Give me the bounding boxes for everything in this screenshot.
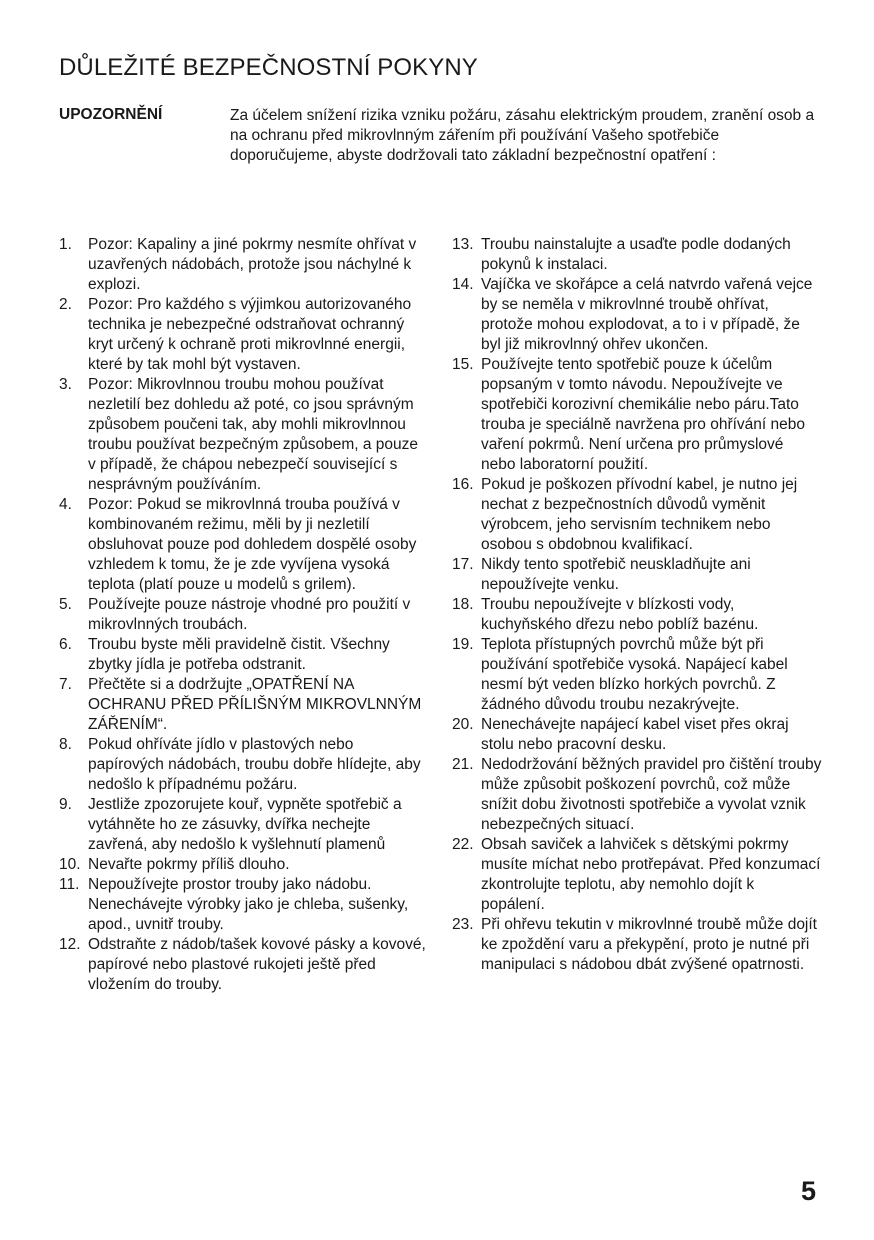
item-number: 18.	[452, 596, 474, 613]
item-number: 13.	[452, 236, 474, 253]
item-number: 20.	[452, 716, 474, 733]
list-item	[59, 675, 429, 735]
item-text: Jestliže zpozorujete kouř, vypněte spotřebič a vytáhněte ho ze zásuvky, dvířka nechejte zavřená, aby nedošlo k vyšlehnutí plamenů	[88, 796, 402, 853]
item-number: 21.	[452, 756, 474, 773]
item-number: 22.	[452, 836, 474, 853]
list-item	[59, 855, 429, 875]
list-item	[59, 935, 429, 995]
page-number: 5	[800, 1176, 816, 1206]
item-text: Pozor: Mikrovlnnou troubu mohou používat nezletilí bez dohledu až poté, co jsou správným způsobem poučeni tak, aby mohli mikrovlnnou troubu používat bezpečným způsobem, a pouze v případě, že chápou nebezpečí související s nesprávným používáním.	[88, 376, 419, 493]
item-text: Nikdy tento spotřebič neuskladňujte ani nepoužívejte venku.	[481, 556, 751, 593]
item-number: 2.	[59, 296, 72, 313]
item-number: 3.	[59, 376, 72, 393]
item-number: 23.	[452, 916, 474, 933]
item-number: 4.	[59, 496, 72, 513]
safety-list-right	[452, 235, 822, 975]
item-text: Používejte pouze nástroje vhodné pro použití v mikrovlnných troubách.	[88, 596, 411, 633]
item-text: Přečtěte si a dodržujte „OPATŘENÍ NA OCHRANU PŘED PŘÍLIŠNÝM MIKROVLNNÝM ZÁŘENÍM“.	[88, 676, 422, 733]
item-text: Odstraňte z nádob/tašek kovové pásky a kovové, papírové nebo plastové rukojeti ještě před vložením do trouby.	[88, 936, 426, 993]
item-number: 12.	[59, 936, 81, 953]
list-item	[452, 715, 822, 755]
item-text: Nepoužívejte prostor trouby jako nádobu. Nenechávejte výrobky jako je chleba, sušenky, apod., uvnitř trouby.	[88, 876, 409, 933]
list-item	[59, 375, 429, 495]
list-item	[452, 915, 822, 975]
list-item	[452, 235, 822, 275]
list-item	[59, 735, 429, 795]
item-text: Nedodržování běžných pravidel pro čištění trouby může způsobit poškození povrchů, což může snížit dobu životnosti spotřebiče a vyvolat vznik nebezpečných situací.	[481, 756, 822, 833]
item-text: Teplota přístupných povrchů může být při používání spotřebiče vysoká. Napájecí kabel nesmí být veden blízko horkých povrchů. Z žádného důvodu troubu nezakrývejte.	[481, 636, 788, 713]
item-number: 16.	[452, 476, 474, 493]
list-item	[452, 475, 822, 555]
warning-text: Za účelem snížení rizika vzniku požáru, zásahu elektrickým proudem, zranění osob a na ochranu před mikrovlnným zářením při používání Vašeho spotřebiče doporučujeme, abyste dodržovali tato základní bezpečnostní opatření :	[230, 107, 815, 164]
item-text: Používejte tento spotřebič pouze k účelům popsaným v tomto návodu. Nepoužívejte ve spotřebiči korozivní chemikálie nebo páru.Tato trouba je speciálně navržena pro ohřívání nebo vaření pokrmů. Není určena pro průmyslové nebo laboratorní použití.	[481, 356, 805, 473]
list-item	[452, 355, 822, 475]
list-item	[452, 555, 822, 595]
page-title: DŮLEŽITÉ BEZPEČNOSTNÍ POKYNY	[59, 54, 478, 81]
item-text: Nevařte pokrmy příliš dlouho.	[88, 856, 290, 873]
item-text: Obsah saviček a lahviček s dětskými pokrmy musíte míchat nebo protřepávat. Před konzumací zkontrolujte teplotu, aby nemohlo dojít k popálení.	[481, 836, 821, 913]
item-number: 14.	[452, 276, 474, 293]
list-item	[59, 295, 429, 375]
item-text: Troubu nepoužívejte v blízkosti vody, kuchyňského dřezu nebo poblíž bazénu.	[481, 596, 759, 633]
item-text: Vajíčka ve skořápce a celá natvrdo vařená vejce by se neměla v mikrovlnné troubě ohřívat, protože mohou explodovat, a to i v případě, že byl již mikrovlnný ohřev ukončen.	[481, 276, 813, 353]
item-number: 11.	[59, 876, 80, 893]
list-item	[59, 875, 429, 935]
item-text: Nenechávejte napájecí kabel viset přes okraj stolu nebo pracovní desku.	[481, 716, 789, 753]
list-item	[452, 595, 822, 635]
item-number: 7.	[59, 676, 72, 693]
list-item	[452, 835, 822, 915]
item-text: Troubu byste měli pravidelně čistit. Všechny zbytky jídla je potřeba odstranit.	[88, 636, 390, 673]
item-number: 6.	[59, 636, 72, 653]
list-item	[59, 235, 429, 295]
list-item	[59, 495, 429, 595]
item-number: 5.	[59, 596, 72, 613]
list-item	[59, 795, 429, 855]
list-item	[452, 635, 822, 715]
item-number: 19.	[452, 636, 474, 653]
item-text: Pozor: Pro každého s výjimkou autorizovaného technika je nebezpečné odstraňovat ochranný kryt určený k ochraně proti mikrovlnné energii, které by tak mohl být vystaven.	[88, 296, 412, 373]
item-text: Pozor: Pokud se mikrovlnná trouba používá v kombinovaném režimu, měli by ji nezletilí obsluhovat pouze pod dohledem dospělé osoby vzhledem k tomu, že je zde vyvíjena vysoká teplota (platí pouze u modelů s grilem).	[88, 496, 417, 593]
item-text: Pokud je poškozen přívodní kabel, je nutno jej nechat z bezpečnostních důvodů vyměnit výrobcem, jeho servisním technikem nebo osobou s obdobnou kvalifikací.	[481, 476, 798, 553]
list-item	[452, 755, 822, 835]
item-number: 10.	[59, 856, 81, 873]
item-number: 17.	[452, 556, 474, 573]
item-text: Pokud ohříváte jídlo v plastových nebo papírových nádobách, troubu dobře hlídejte, aby nedošlo k případnému požáru.	[88, 736, 421, 793]
item-number: 15.	[452, 356, 474, 373]
item-text: Troubu nainstalujte a usaďte podle dodaných pokynů k instalaci.	[481, 236, 791, 273]
list-item	[59, 595, 429, 635]
item-number: 9.	[59, 796, 72, 813]
item-text: Při ohřevu tekutin v mikrovlnné troubě může dojít ke zpoždění varu a překypění, proto je nutné při manipulaci s nádobou dbát zvýšené opatrnosti.	[481, 916, 817, 973]
item-number: 1.	[59, 236, 72, 253]
warning-label: UPOZORNĚNÍ	[59, 106, 163, 123]
item-text: Pozor: Kapaliny a jiné pokrmy nesmíte ohřívat v uzavřených nádobách, protože jsou náchylné k explozi.	[88, 236, 417, 293]
list-item	[59, 635, 429, 675]
item-number: 8.	[59, 736, 72, 753]
safety-list-left	[59, 235, 429, 995]
list-item	[452, 275, 822, 355]
